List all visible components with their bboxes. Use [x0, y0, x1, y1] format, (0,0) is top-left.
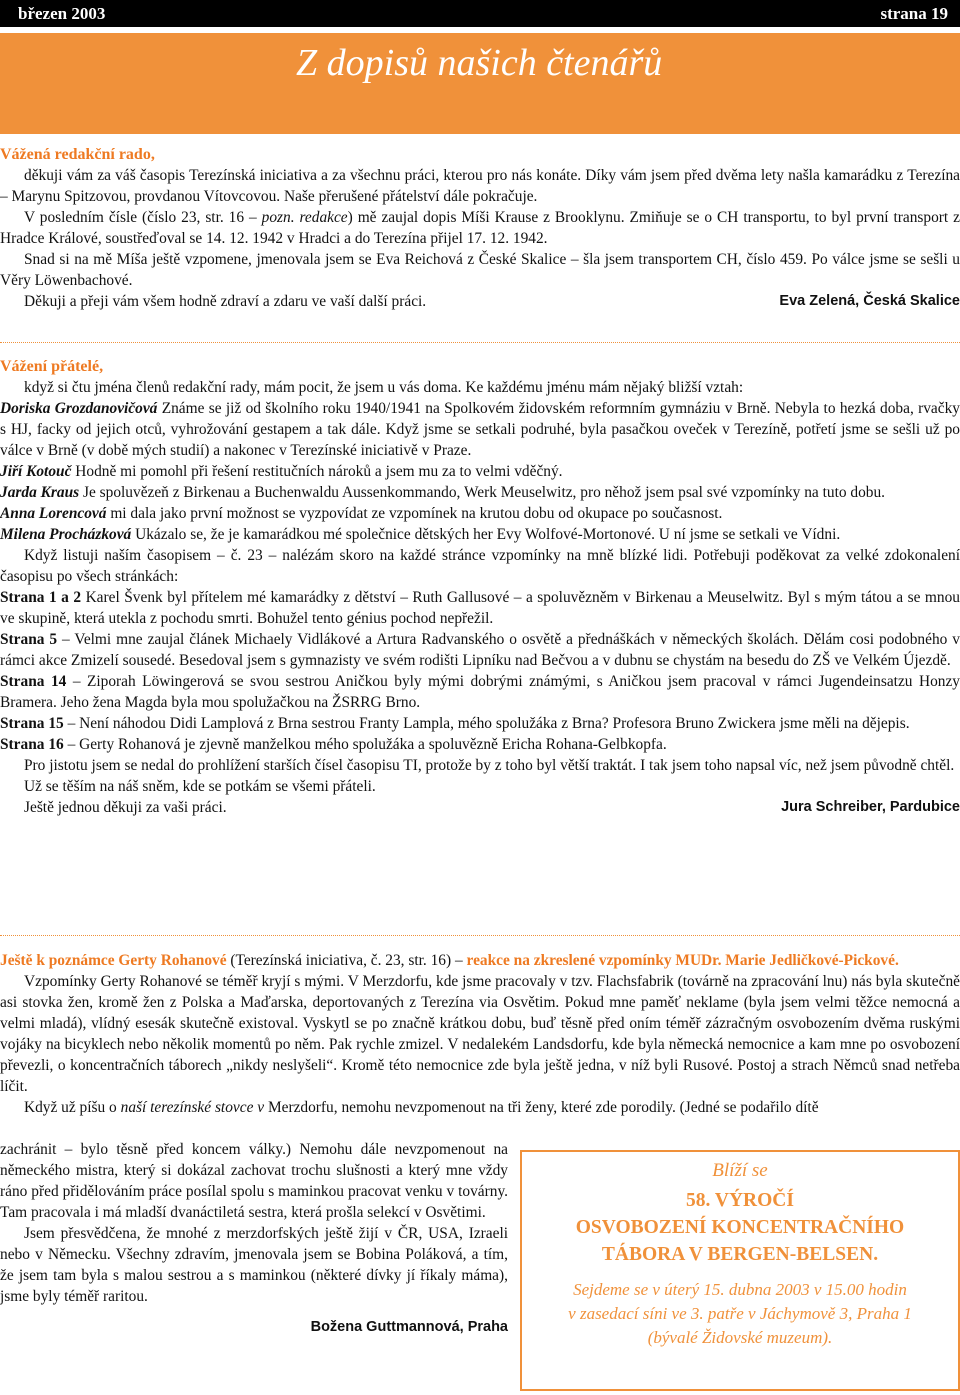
page-comments [0, 587, 960, 755]
letter-schreiber [0, 356, 960, 818]
letter-paragraph: V posledním čísle (číslo 23, str. 16 – pozn. redakce) mě zaujal dopis Míši Krause z Brooklynu. Zmiňuje se o CH transportu, to byl první transport z Hradce Králové, soustřeďoval se 14. 12. 1942 v Hradci a do Terezína přijel 17. 12. 1942. [0, 209, 960, 247]
announcement-lead: Blíží se [712, 1160, 768, 1181]
letter-greeting: Vážená redakční rado, [0, 146, 155, 163]
letter-paragraph: Když listuji naším časopisem – č. 23 – nalézám skoro na každé stránce vzpomínky na mně blízké lidi. Potřebuji poděkovat za velké zdokonalení časopisu po všech stránkách: [0, 547, 960, 585]
signature: Eva Zelená, Česká Skalice [779, 293, 960, 309]
letter2.strany-entry: Strana 15 – Není náhodou Didi Lamplová z Brna sestrou Franty Lampla, mého spolužáka z Brna? Profesora Bruno Zwickera jsme měli na dějepis. [0, 715, 910, 732]
letter-greeting: Vážení přátelé, [0, 358, 104, 375]
letter2.names-entry: Milena Procházková Ukázalo se, že je kamarádkou mé společnice dětských her Evy Wolfové-Mortonové. U ní jsme se setkali ve Vídni. [0, 526, 841, 543]
editorial-board-list [0, 398, 960, 545]
letter2.strany-entry: Strana 16 – Gerty Rohanová je zjevně manželkou mého spolužáka a spoluvězně Ericha Rohana-Gelbkopfa. [0, 736, 667, 753]
letter-paragraph: Už se těším na náš sněm, kde se potkám se všemi přáteli. [24, 778, 376, 795]
letter-paragraph: Vzpomínky Gerty Rohanové se téměř kryjí s mými. V Merzdorfu, kde jsme pracovaly v tzv. Flachsfabrik (továrně na zpracování lnu) nás byla skutečně asi stovka žen, kromě žen z Polska a Maďarska, deportovaných z Terezína via Osvětim. Pokud mne paměť neklame (byla jsem velmi těžce nemocná a velmi mladá), vlídný esesák skutečně existoval. Vyskytl se po značně krátkou dobu, buď těsně před oním téměř zázračným osvobozením dvěma ruskými vojáky na bicyklech nebo několik momentů po něm. Pak rychle zmizel. V nedalekém Landsdorfu, kde byla německá nemocnice a kam mne po osvobození převezli, o koncentračních táborech „nikdy neslyšeli“. Kromě této nemocnice zde byla ještě jedna, v níž byli Rusové. Postoj a strach Němců snad netřeba líčit. [0, 973, 960, 1095]
letter-heading: Ještě k poznámce Gerty Rohanové (Terezínská iniciativa, č. 23, str. 16) – reakce na zkreslené vzpomínky MUDr. Marie Jedličkové-Pickové. [0, 952, 899, 969]
issue-date: březen 2003 [18, 4, 106, 23]
letter-paragraph: Snad si na mě Míša ještě vzpomene, jmenovala jsem se Eva Reichová z České Skalice – šla jsem transportem CH, číslo 459. Po válce jsme se sešli u Věry Löwenbachové. [0, 251, 960, 289]
page-header [0, 0, 960, 27]
page-number: strana 19 [880, 4, 948, 23]
letter2.names-entry: Jarda Kraus Je spoluvězeň z Birkenau a Buchenwaldu Aussenkommando, Werk Meuselwitz, pro něhož jsem psal své vzpomínky na tuto dobu. [0, 484, 886, 501]
letter-paragraph: děkuji vám za váš časopis Terezínská iniciativa a za všechnu práci, kterou pro nás konáte. Díky vám jsem před dvěma lety našla kamarádku z Terezína – Marynu Spitzovou, provdanou Vítovcovou. Naše přerušené přátelství dále pokračuje. [0, 167, 960, 205]
letter-paragraph: když si čtu jména členů redakční rady, mám pocit, že jsem u vás doma. Ke každému jménu mám nějaký bližší vztah: [24, 379, 744, 396]
letter-paragraph: zachránit – bylo těsně před koncem války.) Nemohu dále nevzpomenout na německého mistra, který si dokázal zachovat trochu slušnosti a který mne vždy ráno před přidělováním práce posílal spolu s maminkou pracovat venku v továrny. Tam pracovala i má mladší dvanáctiletá sestra, která prošla selekcí v Osvětimi. [0, 1141, 508, 1221]
letter2.names-entry: Doriska Grozdanovičová Známe se již od školního roku 1940/1941 na Spolkovém židovském reformním gymnáziu v Brně. Nebyla to hezká doba, rvačky s HJ, facky od jejich otců, vyhrožování gestapem a tak dále. Když jsme se setkali podruhé, byla pasačkou oveček v Terezíně, potřetí jsme se sešli už po válce v Brně (v době mých studií) a nakonec v Terezínské iniciativě v Praze. [0, 400, 960, 459]
letter-closing: Děkuji a přeji vám všem hodně zdraví a zdaru ve vaší další práci. Eva Zelená, Česká Skalice [24, 293, 960, 310]
letter2.names-entry: Anna Lorencová mi dala jako první možnost se vyzpovídat ze vzpomínek na krutou dobu od okupace po současnost. [0, 505, 723, 522]
letter-guttmannova [0, 950, 960, 1118]
announcement-details: Sejdeme se v úterý 15. dubna 2003 v 15.00 hodin v zasedací síni ve 3. patře v Jáchymově 3, Praha 1 (bývalé Židovské muzeum). [568, 1280, 912, 1347]
signature: Božena Guttmannová, Praha [310, 1319, 508, 1335]
letter-paragraph: Když už píšu o naší terezínské stovce v Merzdorfu, nemohu nevzpomenout na tři ženy, které zde porodily. (Jedné se podařilo dítě [24, 1099, 819, 1116]
page-title: Z dopisů našich čtenářů [296, 42, 663, 84]
signature: Jura Schreiber, Pardubice [781, 799, 960, 815]
letter-paragraph: Jsem přesvědčena, že mnohé z merzdorfských ještě žijí v ČR, USA, Izraeli nebo v Německu. Všechny zdravím, jmenovala jsem se Bobina Poláková, a tím, že jsem tam byla s malou sestrou a s maminkou (některé dívky jí říkaly máma), jsme byly téměř raritou. [0, 1225, 508, 1305]
letter-zelena [0, 144, 960, 312]
event-announcement-box [520, 1150, 960, 1391]
announcement-title: 58. VÝROČÍ OSVOBOZENÍ KONCENTRAČNÍHO TÁBORA V BERGEN-BELSEN. [575, 1190, 905, 1265]
divider [0, 342, 960, 343]
letter-guttmannova-cont [0, 1139, 508, 1338]
letter2.strany-entry: Strana 5 – Velmi mne zaujal článek Michaely Vidlákové a Artura Radvanského o osvětě a přednáškách v německých školách. Dělám cosi podobného v rámci akce Zmizelí sousedé. Besedoval jsem s gymnazisty ve svém rodišti Lipníku nad Bečvou a v dubnu se chystám na besedu do ZŠ ve Velkém Újezdě. [0, 631, 960, 669]
divider [0, 935, 960, 936]
letter-paragraph: Pro jistotu jsem se nedal do prohlížení starších čísel časopisu TI, protože by z toho byl větší traktát. I tak jsem toho napsal víc, než jsem původně chtěl. [24, 757, 955, 774]
title-banner [0, 33, 960, 134]
letter2.strany-entry: Strana 1 a 2 Karel Švenk byl přítelem mé kamarádky z dětství – Ruth Gallusové – a spoluvězněm v Birkenau a Meuselwitz. Byl s mým tátou a se mnou ve skupině, která utekla z pochodu smrti. Bohužel tento génius pochod nepřežil. [0, 589, 960, 627]
letter2.strany-entry: Strana 14 – Ziporah Löwingerová se svou sestrou Aničkou byly mými dobrými známými, s Aničkou jsem pracoval v rámci Jugendeinsatzu Honzy Bramera. Jeho žena Magda byla mou spolužačkou na ŽSRRG Brno. [0, 673, 960, 711]
letter-closing: Ještě jednou děkuji za vaši práci. Jura Schreiber, Pardubice [24, 799, 960, 816]
letter2.names-entry: Jiří Kotouč Hodně mi pomohl při řešení restitučních nároků a jsem mu za to velmi vděčný. [0, 463, 563, 480]
